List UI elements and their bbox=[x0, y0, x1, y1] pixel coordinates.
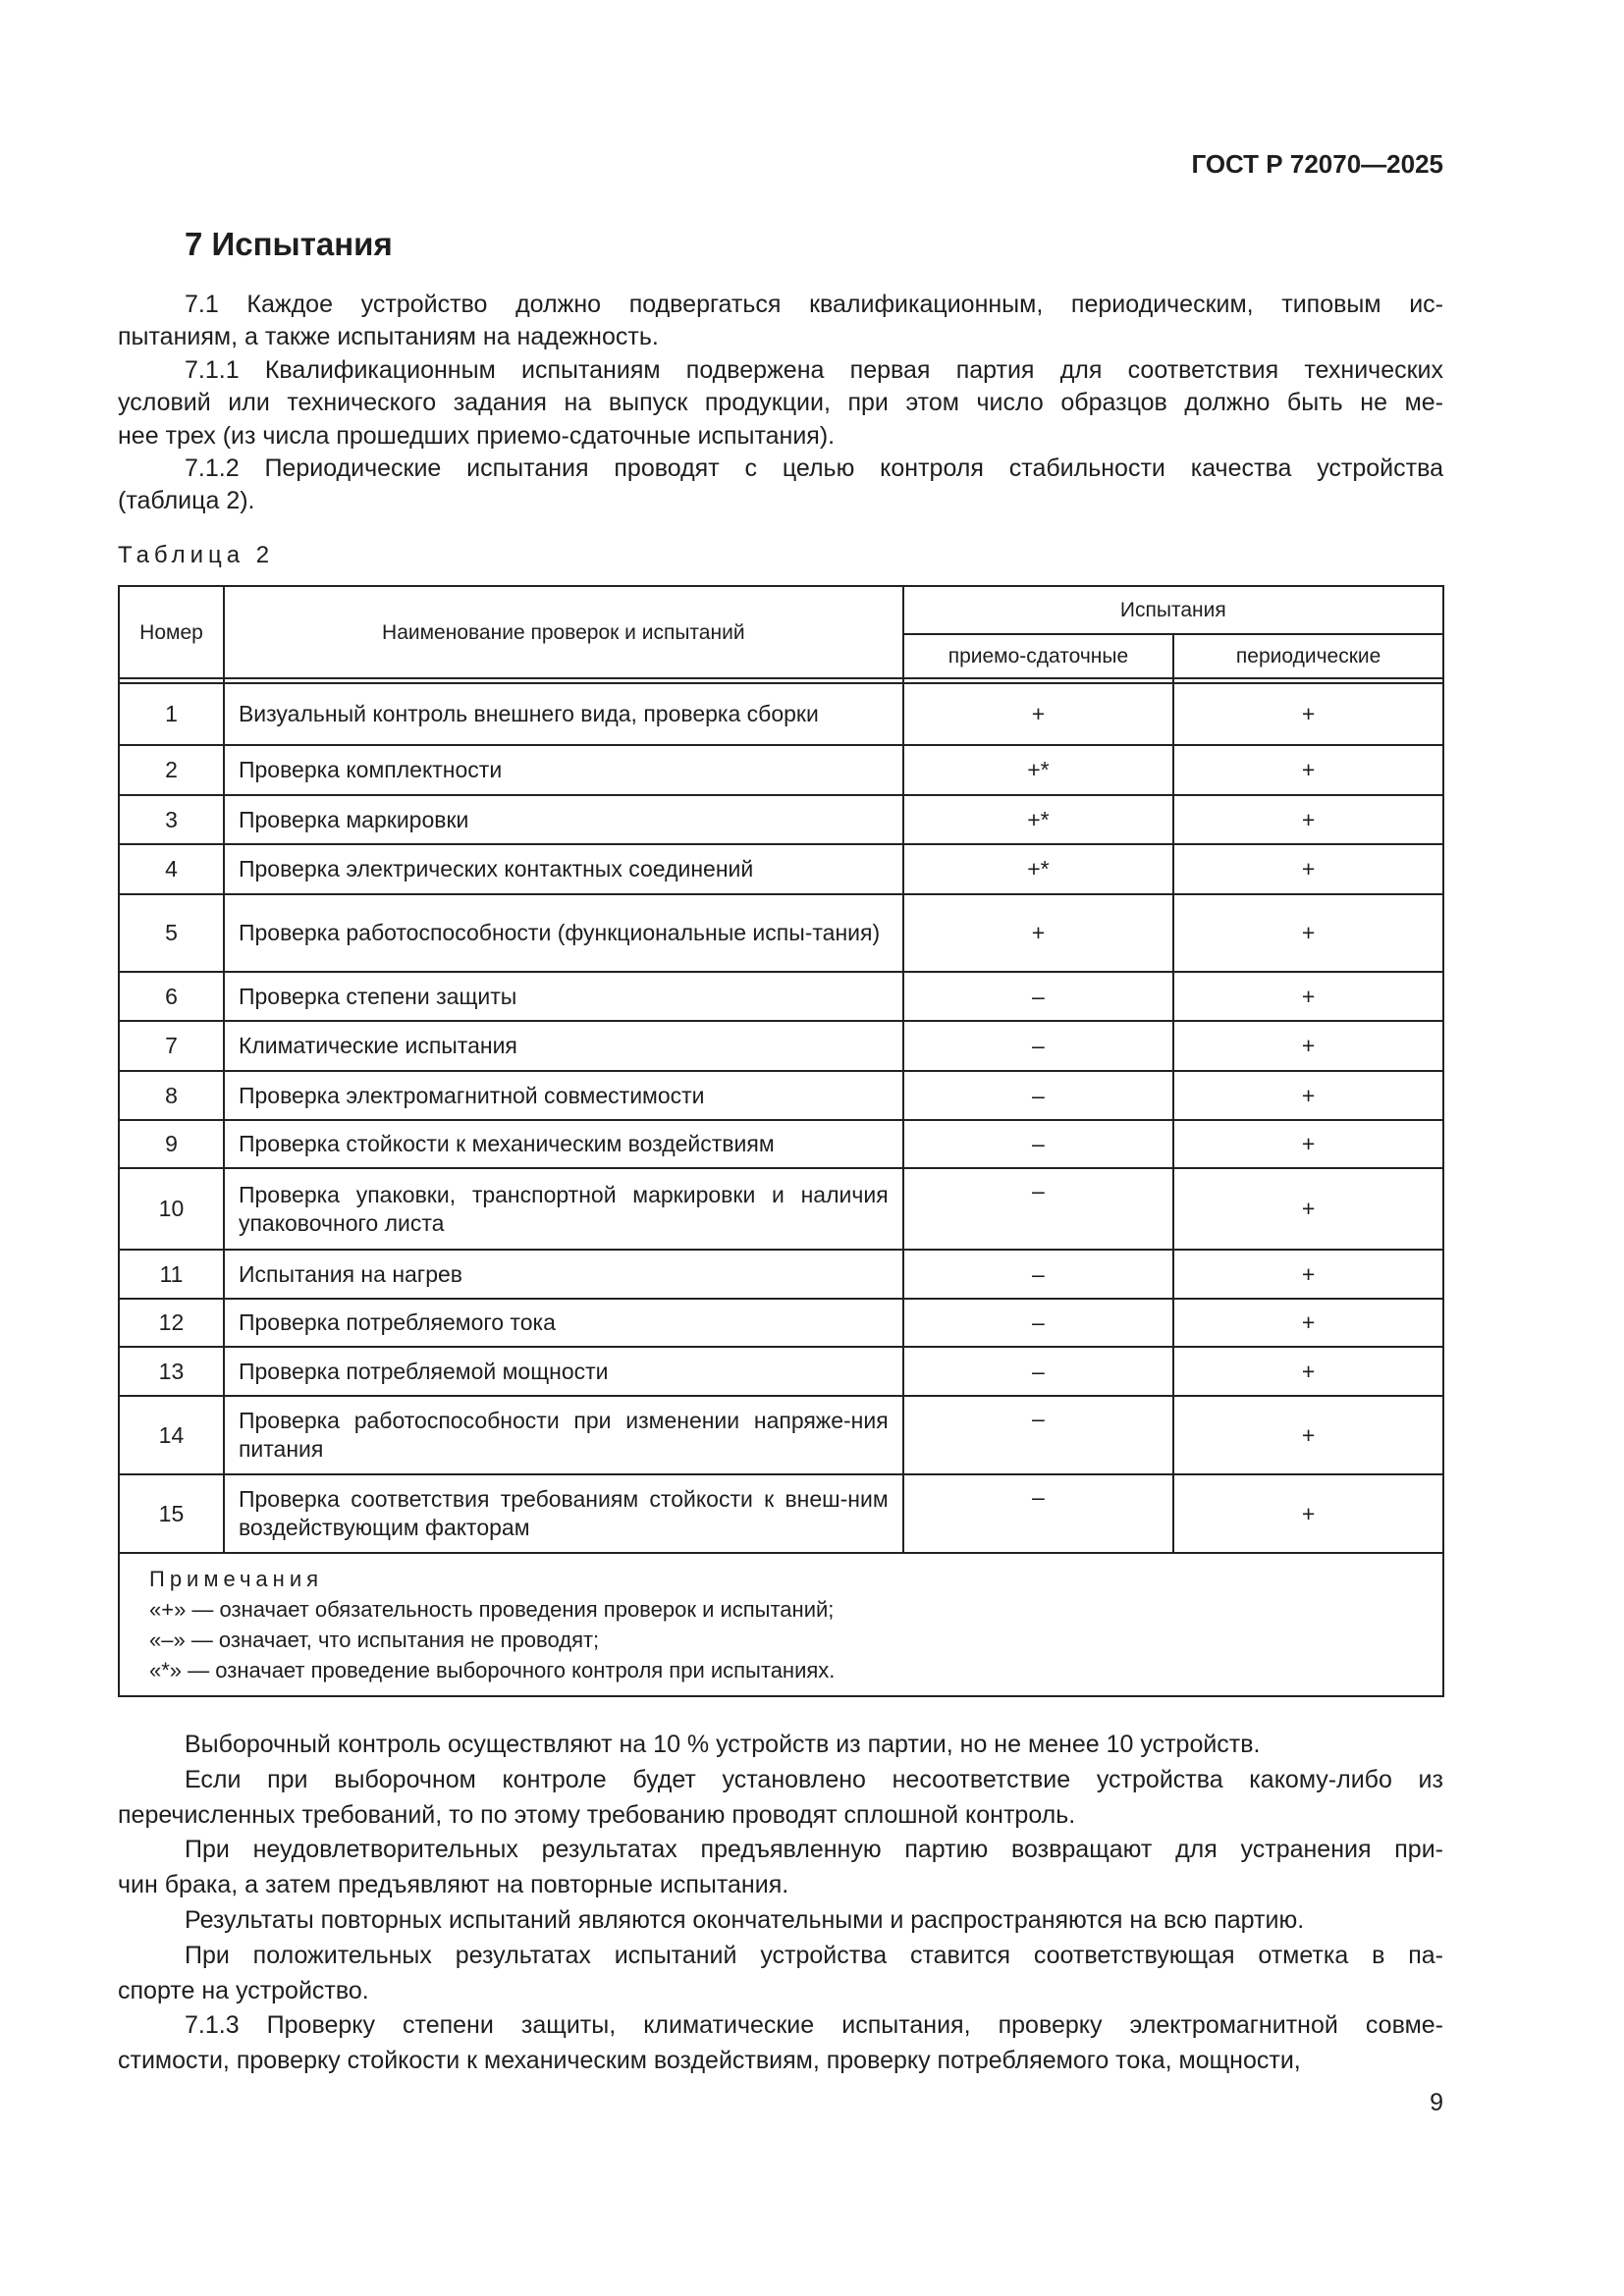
row-name bbox=[224, 1347, 903, 1396]
row-acceptance: – bbox=[903, 1250, 1174, 1299]
row-name-text: Проверка работоспособности при изменении напряже-ния питания bbox=[238, 1408, 889, 1462]
row-number: 8 bbox=[119, 1071, 224, 1120]
row-periodic: + bbox=[1173, 1021, 1443, 1071]
row-name bbox=[224, 1120, 903, 1168]
row-number: 3 bbox=[119, 795, 224, 844]
note-item: «*» — означает проведение выборочного контроля при испытаниях. bbox=[149, 1658, 836, 1682]
row-acceptance: + bbox=[903, 683, 1174, 745]
row-periodic: + bbox=[1173, 1396, 1443, 1474]
row-number: 1 bbox=[119, 683, 224, 745]
row-name-text: Проверка комплектности bbox=[238, 757, 503, 782]
row-number: 15 bbox=[119, 1474, 224, 1553]
row-acceptance: – bbox=[903, 1168, 1174, 1250]
row-name-text: Проверка соответствия требованиям стойкости к внеш-ним воздействующим факторам bbox=[238, 1486, 889, 1540]
row-name-text: Проверка степени защиты bbox=[238, 983, 517, 1009]
table-row bbox=[119, 1347, 1443, 1396]
header-number: Номер bbox=[119, 586, 224, 678]
row-periodic: + bbox=[1173, 683, 1443, 745]
header-periodic: периодические bbox=[1173, 634, 1443, 678]
row-number: 7 bbox=[119, 1021, 224, 1071]
paragraph-line: При неудовлетворительных результатах предъявленную партию возвращают для устранения при- bbox=[185, 1836, 1443, 1864]
row-name-text: Проверка электромагнитной совместимости bbox=[238, 1082, 705, 1108]
table-row bbox=[119, 1299, 1443, 1347]
table-row bbox=[119, 1474, 1443, 1553]
row-name-text: Испытания на нагрев bbox=[238, 1260, 462, 1287]
paragraph-line: Если при выборочном контроле будет установлено несоответствие устройства какому-либо из bbox=[185, 1765, 1443, 1793]
row-name bbox=[224, 1071, 903, 1120]
row-acceptance: – bbox=[903, 1299, 1174, 1347]
row-acceptance: – bbox=[903, 1474, 1174, 1553]
row-name bbox=[224, 844, 903, 894]
paragraph-line: нее трех (из числа прошедших приемо-сдаточные испытания). bbox=[118, 421, 836, 450]
row-name-text: Проверка маркировки bbox=[238, 806, 469, 832]
row-acceptance: +* bbox=[903, 795, 1174, 844]
row-name bbox=[224, 972, 903, 1021]
row-name bbox=[224, 683, 903, 745]
note-item: «–» — означает, что испытания не проводят; bbox=[149, 1628, 600, 1652]
header-tests: Испытания bbox=[903, 586, 1443, 634]
row-name bbox=[224, 1021, 903, 1071]
row-acceptance: – bbox=[903, 1021, 1174, 1071]
notes-title: Примечания bbox=[149, 1567, 324, 1591]
table-row bbox=[119, 745, 1443, 795]
note-item: «+» — означает обязательность проведения проверок и испытаний; bbox=[149, 1597, 835, 1622]
row-name-text: Проверка потребляемой мощности bbox=[238, 1358, 609, 1384]
row-number: 6 bbox=[119, 972, 224, 1021]
row-number: 9 bbox=[119, 1120, 224, 1168]
row-name-text: Проверка электрических контактных соединений bbox=[238, 856, 754, 881]
row-name bbox=[224, 1299, 903, 1347]
paragraph-line: стимости, проверку стойкости к механическим воздействиям, проверку потребляемого тока, мощности, bbox=[118, 2047, 1301, 2075]
row-name bbox=[224, 1396, 903, 1474]
paragraph-line: условий или технического задания на выпуск продукции, при этом число образцов должно быть не ме- bbox=[118, 389, 1443, 417]
tests-table bbox=[118, 585, 1444, 1697]
row-number: 12 bbox=[119, 1299, 224, 1347]
table-row bbox=[119, 1120, 1443, 1168]
paragraph-line: Выборочный контроль осуществляют на 10 % устройств из партии, но не менее 10 устройств. bbox=[185, 1731, 1261, 1758]
row-number: 2 bbox=[119, 745, 224, 795]
row-name-text: Проверка работоспособности (функциональные испы-тания) bbox=[238, 920, 881, 945]
paragraph-line: пытаниям, а также испытаниям на надежность. bbox=[118, 323, 659, 351]
table-row bbox=[119, 1021, 1443, 1071]
body-text-bottom bbox=[118, 1728, 1443, 2079]
row-number: 10 bbox=[119, 1168, 224, 1250]
table-notes bbox=[119, 1553, 1443, 1696]
header-name: Наименование проверок и испытаний bbox=[224, 586, 903, 678]
row-number: 13 bbox=[119, 1347, 224, 1396]
page-number: 9 bbox=[1430, 2089, 1443, 2116]
table-row bbox=[119, 972, 1443, 1021]
paragraph-line: перечисленных требований, то по этому требованию проводят сплошной контроль. bbox=[118, 1800, 1076, 1829]
table-row bbox=[119, 1396, 1443, 1474]
row-acceptance: – bbox=[903, 1347, 1174, 1396]
row-number: 11 bbox=[119, 1250, 224, 1299]
row-acceptance: – bbox=[903, 1071, 1174, 1120]
paragraph-line: 7.1 Каждое устройство должно подвергаться квалификационным, периодическим, типовым ис- bbox=[185, 291, 1443, 318]
row-periodic: + bbox=[1173, 745, 1443, 795]
row-name bbox=[224, 894, 903, 972]
table-row bbox=[119, 1250, 1443, 1299]
row-acceptance: – bbox=[903, 972, 1174, 1021]
row-name-text: Проверка потребляемого тока bbox=[238, 1309, 556, 1335]
row-name-text: Климатические испытания bbox=[238, 1033, 517, 1058]
row-periodic: + bbox=[1173, 1120, 1443, 1168]
table-row bbox=[119, 795, 1443, 844]
row-acceptance: – bbox=[903, 1396, 1174, 1474]
paragraph-line: 7.1.1 Квалификационным испытаниям подвержена первая партия для соответствия технических bbox=[185, 355, 1443, 384]
row-periodic: + bbox=[1173, 1299, 1443, 1347]
row-periodic: + bbox=[1173, 795, 1443, 844]
row-acceptance: – bbox=[903, 1120, 1174, 1168]
row-name bbox=[224, 1474, 903, 1553]
header-acceptance: приемо-сдаточные bbox=[903, 634, 1174, 678]
row-acceptance: +* bbox=[903, 745, 1174, 795]
row-number: 5 bbox=[119, 894, 224, 972]
document-id: ГОСТ Р 72070—2025 bbox=[1191, 149, 1443, 179]
paragraph-line: Результаты повторных испытаний являются окончательными и распространяются на всю партию. bbox=[185, 1905, 1305, 1934]
row-number: 14 bbox=[119, 1396, 224, 1474]
row-name bbox=[224, 1168, 903, 1250]
table-row bbox=[119, 1168, 1443, 1250]
row-name bbox=[224, 795, 903, 844]
row-periodic: + bbox=[1173, 1168, 1443, 1250]
row-name-text: Визуальный контроль внешнего вида, проверка сборки bbox=[238, 701, 819, 726]
row-name bbox=[224, 1250, 903, 1299]
table-row bbox=[119, 683, 1443, 745]
paragraph-line: чин брака, а затем предъявляют на повторные испытания. bbox=[118, 1871, 789, 1899]
paragraph-line: При положительных результатах испытаний устройства ставится соответствующая отметка в па- bbox=[185, 1941, 1443, 1969]
row-periodic: + bbox=[1173, 894, 1443, 972]
row-name-text: Проверка упаковки, транспортной маркировки и наличия упаковочного листа bbox=[238, 1181, 889, 1236]
row-periodic: + bbox=[1173, 1071, 1443, 1120]
table-row bbox=[119, 1071, 1443, 1120]
table-row bbox=[119, 894, 1443, 972]
row-periodic: + bbox=[1173, 1474, 1443, 1553]
table-caption: Таблица 2 bbox=[118, 542, 275, 568]
row-name bbox=[224, 745, 903, 795]
row-periodic: + bbox=[1173, 972, 1443, 1021]
table-row bbox=[119, 844, 1443, 894]
row-periodic: + bbox=[1173, 1250, 1443, 1299]
paragraph-line: 7.1.2 Периодические испытания проводят с целью контроля стабильности качества устройства bbox=[185, 454, 1443, 482]
paragraph-line: (таблица 2). bbox=[118, 487, 255, 515]
row-periodic: + bbox=[1173, 844, 1443, 894]
row-acceptance: + bbox=[903, 894, 1174, 972]
paragraph-line: спорте на устройство. bbox=[118, 1976, 369, 2004]
paragraph-line: 7.1.3 Проверку степени защиты, климатические испытания, проверку электромагнитной совме- bbox=[185, 2011, 1443, 2040]
row-number: 4 bbox=[119, 844, 224, 894]
row-acceptance: +* bbox=[903, 844, 1174, 894]
row-periodic: + bbox=[1173, 1347, 1443, 1396]
row-name-text: Проверка стойкости к механическим воздействиям bbox=[238, 1131, 775, 1156]
section-title: 7 Испытания bbox=[185, 226, 393, 262]
body-text-top bbox=[118, 289, 1443, 518]
